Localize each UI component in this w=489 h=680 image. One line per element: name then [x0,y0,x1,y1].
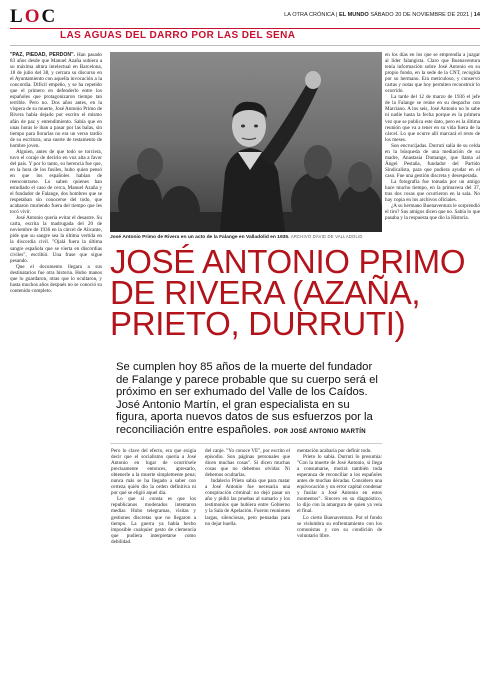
logo-letter-l: L [10,6,25,27]
body-column-left [10,52,102,674]
masthead [10,6,480,28]
paragraph: José Antonio quería evitar el desastre. Su carta, escrita la madrugada del 20 de noviembre de 1936 en la cárcel de Alicante, pide que su sangre sea la última vertida en la discordia civil. "Ojalá fuera la última sangre española que se vierta en discordias civiles", escribió. Una frase que sigue pesando. [10,215,102,264]
main-photo [110,52,382,232]
deck-rule [110,443,382,444]
deck [116,361,378,439]
paragraph: La tarde del 12 de marzo de 1936 el jefe de la Falange se reúne en su despacho con Marciano. A los seis, José Antonio no lo sabe ni nadie hasta la fecha porque es la primera vez que se publica este dato, pero es la última reunión que va a tener en su vida fuera de la cárcel. Lo que ocurre allí marcará el resto de los meses. [385,94,480,143]
paragraph: del canje. "Yo conoce VE", por escrito el episodio. Son páginas personales que dicen muchas cosas". Si dicen muchas cosas que no debemos olvidar. Ni debemos ocultarlas. [205,448,290,479]
paragraph: Que el documento llegara a sus destinatarios fue otra historia. Hubo manos que lo guardaron, otras que lo ocultaron, y hasta muchos años después no se conoció su contenido completo. [10,263,102,294]
section-rule [10,45,480,46]
folio-line: LA OTRA CRÓNICA | EL MUNDO SÁBADO 20 DE NOVIEMBRE DE 2021 | 14 [284,12,480,18]
paragraph: ¿A su hermano Buenaventura le sorprendió el tiro? Sus amigos dicen que no. Sabía lo que pasaba y la respuesta que dio la Historia. [385,203,480,222]
byline: POR JOSÉ ANTONIO MARTÍN [274,428,366,435]
section-title: LAS AGUAS DEL DARRO POR LAS DEL SENA [60,30,296,41]
body-column-bottom-1 [111,448,196,674]
headline-line: DE RIVERA (AZAÑA, [110,274,421,311]
lead-in: "PAZ, PIEDAD, PERDÓN". [10,52,75,58]
caption-text: José Antonio Primo de Rivera en un acto de la Falange en Valladolid en 1935. [110,235,290,240]
paragraph: Son encrucijadas. Durruti salía de su celda en la búsqueda de una mediación de su madre, Anastasia Dumange, que llama al Ángel Pestaña, fundador del Partido Sindicalista, para que pudiera ayudar en el caso. Fue una gestión discreta y desesperada. [385,142,480,179]
headline-line: PRIETO, DURRUTI) [110,305,406,342]
deck-text: Se cumplen hoy 85 años de la muerte del fundador de Falange y parece probable que su cuerpo será el próximo en ser exhumado del Valle de los Caídos. José Antonio Martín, el gran especialista en su figura, aporta nuevos datos de sus esfuerzos por la reconciliación entre españoles. [116,361,378,436]
folio-page: 14 [473,12,480,18]
loc-logo [10,6,57,28]
folio-prefix: LA OTRA CRÓNICA [284,12,335,18]
paragraph: Pero lo clave del efecto, era que exigía decir que el socialismo quería a José Antonio en lugar de ocurrírsele precisamente entonces, apresarlo, obtenerle a la muerte simplemente pena; nunca más se ha llegado a saber con certeza quién dio la orden definitiva ni por qué se eligió aquel día. [111,448,196,497]
paragraph: Alguien, antes de que todo se torciera, tuvo el coraje de decirlo en voz alta a favor del país. Y por lo tanto, su herencia fue que, en la hora de los fusiles, hubo quien pensó en que los españoles habían de reencontrarse. Lo saben quienes han estudiado el caso de cerca, Manuel Azaña y el fundador de Falange, dos hombres que se respetaban sin conocerse del todo, que acabaron muriendo fuera del tiempo que les tocó vivir. [10,148,102,216]
folio-brand: EL MUNDO [339,12,369,18]
paragraph: en los días en los que se emprendía a juzgar al líder falangista. Claro que Buenaventura tenía información sobre José Antonio en su propio fondo, en la sede de la CNT, recogida por su hermano. Era meticuloso, y conservó cartas y notas que hoy permiten reconstruir lo ocurrido. [385,52,480,95]
paragraph [10,52,102,149]
paragraph: Prieto lo sabía. Durruti lo presumía: "Con la muerte de José Antonio, si llega a consumarse, morirá también toda esperanza de reconciliar a los españoles antes de muchas décadas. Considero una equivocación y un error capital condenar y fusilar a José Antonio en estos momentos". Sincero en su diagnóstico, lo dijo con la amargura de quien ya veía el final. [297,454,382,515]
body-column-bottom-3 [297,448,382,674]
photo-credit: ARCHIVO DAVID DE VALLADOLID [290,234,363,239]
logo-letter-c: C [41,6,58,27]
logo-letter-o: O [24,6,42,27]
headline-line: JOSÉ ANTONIO PRIMO [110,243,466,280]
headline [110,243,466,342]
body-column-bottom-2 [205,448,290,674]
paragraph: Lo cierto Buenaventura. Por el fondo se vislumbra su enfrentamiento con los comunistas y con su condición de voluntario libre. [297,514,382,539]
paragraph-text: Han pasado 83 años desde que Manuel Azaña subiera a su máxima altura intelectual en Barcelona, 18 de julio del 38, y cerrara su discurso en el Ayuntamiento con aquella invocación a la concordia. Difícil empeño, y se ha repetido que el primero en defenderlo entre los españoles que protagonizaron tiempo tan terrible. Pero no. Dos años antes, en la víspera de su muerte, José Antonio Primo de Rivera había dejado por escrito el mismo afán de paz y entendimiento. Sabía que en unas horas le iban a pasar por las balas, sin tiempo para llorarlas no era un verso tardío de su escritura, una suerte de testamento de hombre joven. [10,52,102,149]
photo-illustration [110,52,382,232]
paragraph: Indalecio Prieto sabía que para matar a José Antonio fue necesaria una conspiración criminal: no dejó pasar un año y pidió las pruebas al sumario y los testimonios que hubiera entre Gobierno y la Sala de Apelación. Fueron reuniones largas, silenciosas, pero pensadas para no dejar huella. [205,478,290,527]
paragraph: mentación acabaría por definir todo. [297,448,372,454]
paragraph: Lo que sí consta es que los republicanos moderados intentaron mediar. Hubo telegramas, visitas y gestiones discretas que no llegaron a tiempo. La guerra ya había hecho imposible cualquier gesto de clemencia que pudiera interpretarse como debilidad. [111,496,196,545]
body-column-right [385,52,480,674]
masthead-rule [10,28,480,29]
photo-caption [110,234,382,240]
paragraph: La fotografía fue tomada por un amigo hace mucho tiempo, en la primavera del 37, tras dos cosas que ocurrieron en la sala. No hay copia en los archivos oficiales. [385,178,480,204]
folio-date: SÁBADO 20 DE NOVIEMBRE DE 2021 [370,12,470,18]
